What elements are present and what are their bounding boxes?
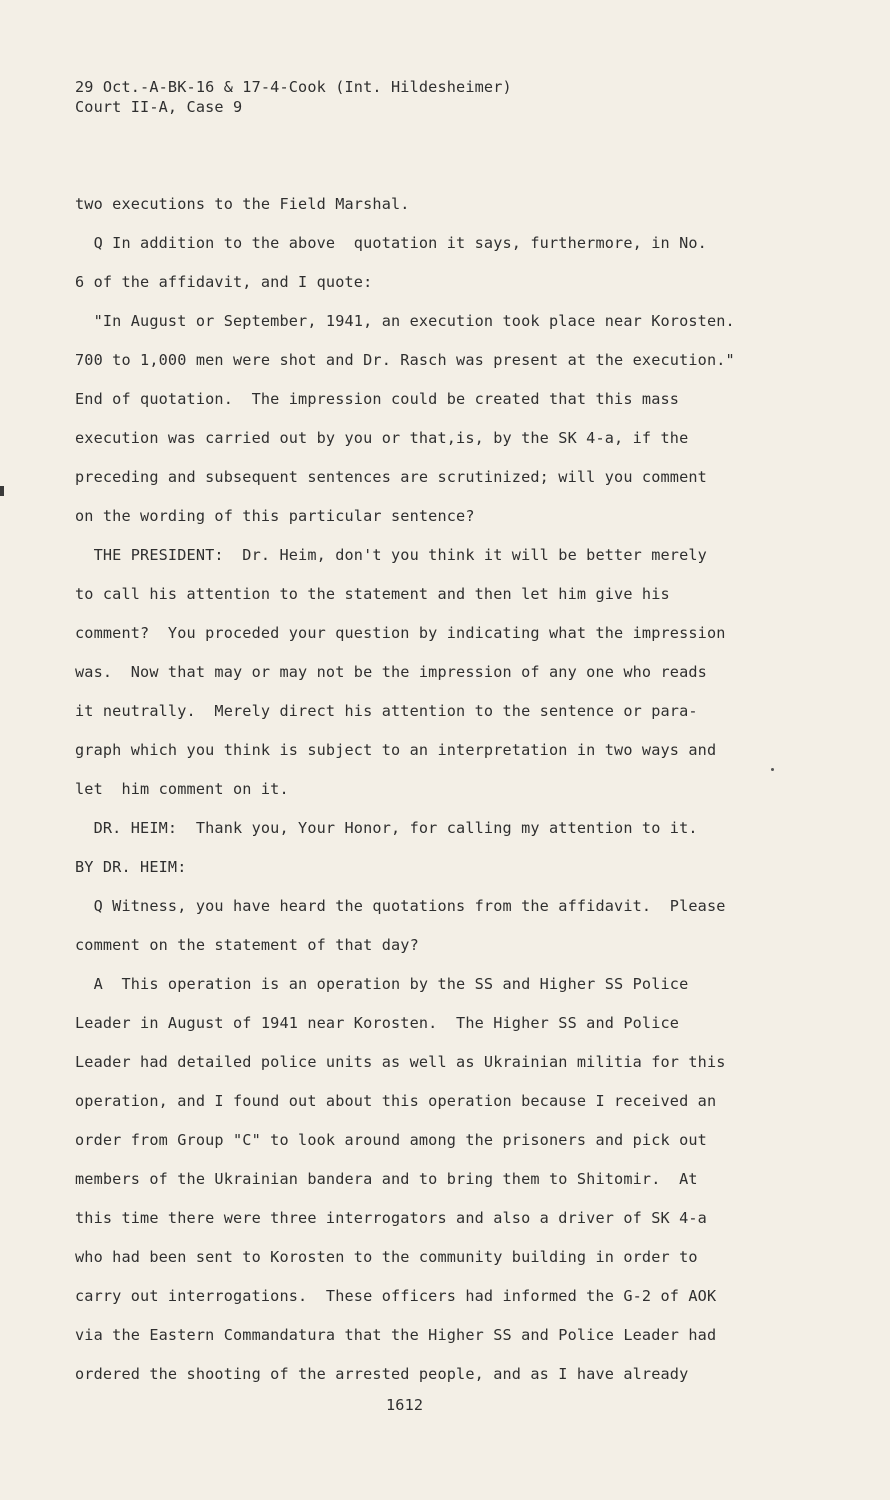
body-line: let him comment on it. [75, 780, 289, 798]
body-line: End of quotation. The impression could be created that this mass [75, 390, 680, 408]
body-line: carry out interrogations. These officers had informed the G-2 of AOK [75, 1287, 717, 1305]
body-line: comment? You proceded your question by indicating what the impression [75, 624, 726, 642]
body-line: two executions to the Field Marshal. [75, 195, 410, 213]
body-line: A This operation is an operation by the SS and Higher SS Police [75, 975, 689, 993]
body-line: "In August or September, 1941, an execution took place near Korosten. [75, 312, 735, 330]
left-edge-mark [0, 486, 4, 496]
body-line: operation, and I found out about this operation because I received an [75, 1092, 717, 1110]
body-line: BY DR. HEIM: [75, 858, 187, 876]
body-line: via the Eastern Commandatura that the Higher SS and Police Leader had [75, 1326, 717, 1344]
page-number: 1612 [386, 1396, 424, 1414]
body-line: Leader in August of 1941 near Korosten. The Higher SS and Police [75, 1014, 680, 1032]
body-line: was. Now that may or may not be the impression of any one who reads [75, 663, 707, 681]
body-line: preceding and subsequent sentences are scrutinized; will you comment [75, 468, 707, 486]
body-line: comment on the statement of that day? [75, 936, 419, 954]
body-line: 700 to 1,000 men were shot and Dr. Rasch was present at the execution." [75, 351, 735, 369]
body-line: execution was carried out by you or that,is, by the SK 4-a, if the [75, 429, 689, 447]
body-line: on the wording of this particular sentence? [75, 507, 475, 525]
body-line: who had been sent to Korosten to the community building in order to [75, 1248, 698, 1266]
body-line: ordered the shooting of the arrested people, and as I have already [75, 1365, 689, 1383]
body-line: order from Group "C" to look around among the prisoners and pick out [75, 1131, 707, 1149]
body-line: members of the Ukrainian bandera and to bring them to Shitomir. At [75, 1170, 698, 1188]
body-line: THE PRESIDENT: Dr. Heim, don't you think it will be better merely [75, 546, 707, 564]
body-line: it neutrally. Merely direct his attention to the sentence or para- [75, 702, 698, 720]
body-line: Q In addition to the above quotation it says, furthermore, in No. [75, 234, 707, 252]
body-line: DR. HEIM: Thank you, Your Honor, for calling my attention to it. [75, 819, 698, 837]
body-line: 6 of the affidavit, and I quote: [75, 273, 373, 291]
body-line: this time there were three interrogators and also a driver of SK 4-a [75, 1209, 707, 1227]
body-line: graph which you think is subject to an interpretation in two ways and [75, 741, 717, 759]
header-reference-line: 29 Oct.-A-BK-16 & 17-4-Cook (Int. Hildesheimer) [75, 78, 512, 96]
right-margin-dot [771, 768, 774, 771]
body-line: Leader had detailed police units as well as Ukrainian militia for this [75, 1053, 726, 1071]
body-line: to call his attention to the statement and then let him give his [75, 585, 670, 603]
header-court-line: Court II-A, Case 9 [75, 98, 243, 116]
body-line: Q Witness, you have heard the quotations from the affidavit. Please [75, 897, 726, 915]
